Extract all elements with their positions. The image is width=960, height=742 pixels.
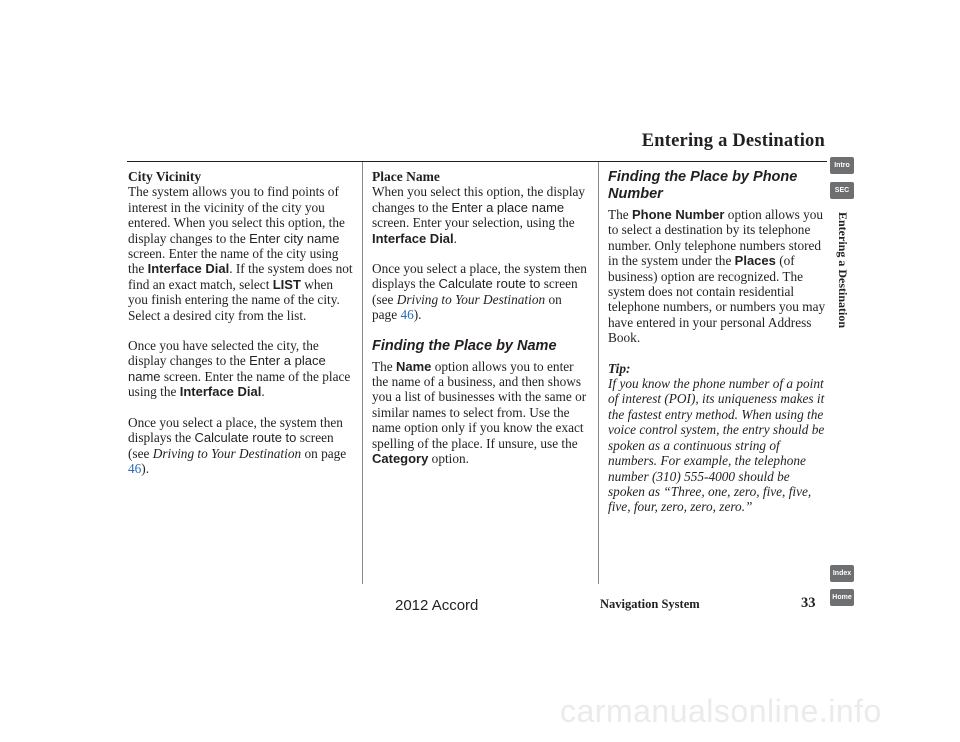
footer-section-name: Navigation System	[600, 597, 700, 611]
paragraph	[128, 415, 354, 477]
paragraph	[128, 184, 354, 323]
body-text: The	[372, 358, 396, 374]
screen-name: Calculate route to	[438, 276, 541, 292]
body-text: screen. Enter the name of the place using the	[128, 368, 351, 400]
body-text: screen (see	[372, 276, 578, 307]
screen-name: Calculate route to	[194, 430, 297, 446]
option-name: Category	[372, 451, 429, 467]
section-heading-find-by-name: Finding the Place by Name	[372, 337, 557, 354]
body-text: screen. Enter the name of the city using the	[128, 246, 339, 277]
section-heading-find-by-phone: Finding the Place by Phone Number	[608, 169, 798, 202]
paragraph	[128, 338, 354, 400]
tip-text: If you know the phone number of a point of interest (POI), its uniqueness makes it the fastest entry method. When using the voice control system, the entry should be spoken as a continuous string of numbers. For example, the telephone number (310) 555-4000 should be spoken as “Three, one, zero, five, five, five, four, zero, zero, zero.”	[608, 376, 825, 515]
body-text: option.	[428, 451, 469, 467]
column-city-vicinity	[128, 169, 354, 491]
body-text: when you finish entering the name of the city. Select a desired city from the list.	[128, 276, 340, 323]
body-text: option allows you to enter the name of a business, and then shows you a list of businesses with the same or similar names to select from. Use the name option only if you know the exact spelling of the place. If unsure, use the	[372, 358, 587, 451]
tip-label: Tip:	[608, 360, 631, 376]
option-name: Phone Number	[632, 207, 725, 222]
option-name: Name	[396, 358, 432, 374]
body-text: Once you have selected the city, the display changes to the	[128, 338, 319, 369]
body-text: .	[261, 384, 265, 400]
sec-tab-button[interactable]: SEC	[830, 182, 854, 199]
body-text: on page	[372, 291, 562, 323]
page-title: Entering a Destination	[641, 131, 825, 151]
paragraph	[372, 359, 589, 467]
screen-name: Enter city name	[249, 230, 340, 246]
body-text: The system allows you to find points of interest in the vicinity of the city you entered. When you select this option, the display changes to the	[128, 184, 345, 246]
model-label: 2012 Accord	[395, 597, 479, 614]
body-text: Once you select a place, the system then displays the	[372, 261, 587, 292]
body-text: screen. Enter your selection, using the	[372, 215, 575, 231]
body-text: (of business) option are recognized. The system does not contain residential telephone numbers, or numbers you may have entered in your personal Address Book.	[608, 253, 826, 346]
body-text: Once you select a place, the system then displays the	[128, 414, 343, 446]
column-divider	[598, 162, 599, 584]
control-name: Interface Dial	[372, 230, 454, 246]
site-watermark: carmanualsonline.info	[560, 693, 882, 729]
intro-tab-button[interactable]: Intro	[830, 157, 854, 174]
column-divider	[362, 162, 363, 584]
side-section-label: Entering a Destination	[836, 211, 850, 328]
body-text: ).	[141, 460, 150, 476]
body-text: When you select this option, the display changes to the	[372, 184, 586, 215]
body-text: option allows you to select a destination by its telephone number. Only telephone numbers stored in the system under the	[608, 207, 824, 269]
page-number: 33	[801, 595, 816, 611]
section-heading-place-name: Place Name	[372, 169, 440, 184]
control-name: LIST	[272, 276, 301, 292]
body-text: on page	[301, 445, 347, 461]
page-link[interactable]: 46	[128, 460, 142, 476]
cross-reference-title: Driving to Your Destination	[396, 291, 546, 307]
index-tab-button[interactable]: Index	[830, 565, 854, 582]
control-name: Interface Dial	[147, 261, 230, 277]
screen-name: Enter a place name	[128, 353, 326, 384]
paragraph	[372, 261, 589, 323]
paragraph	[608, 207, 826, 346]
home-tab-button[interactable]: Home	[830, 589, 854, 606]
body-text: The	[608, 207, 632, 222]
page-link[interactable]: 46	[400, 307, 414, 323]
control-name: Interface Dial	[179, 384, 262, 400]
body-text: .	[453, 230, 457, 246]
body-text: screen (see	[128, 430, 334, 461]
column-find-by-phone	[608, 169, 826, 515]
cross-reference-title: Driving to Your Destination	[152, 445, 302, 461]
section-heading-city-vicinity: City Vicinity	[128, 169, 202, 184]
option-name: Places	[734, 253, 776, 269]
body-text: ).	[413, 307, 422, 323]
body-text: . If the system does not find an exact match, select	[128, 261, 353, 292]
screen-name: Enter a place name	[451, 199, 565, 215]
column-place-name	[372, 169, 589, 482]
paragraph	[372, 184, 589, 246]
title-rule	[127, 161, 827, 162]
